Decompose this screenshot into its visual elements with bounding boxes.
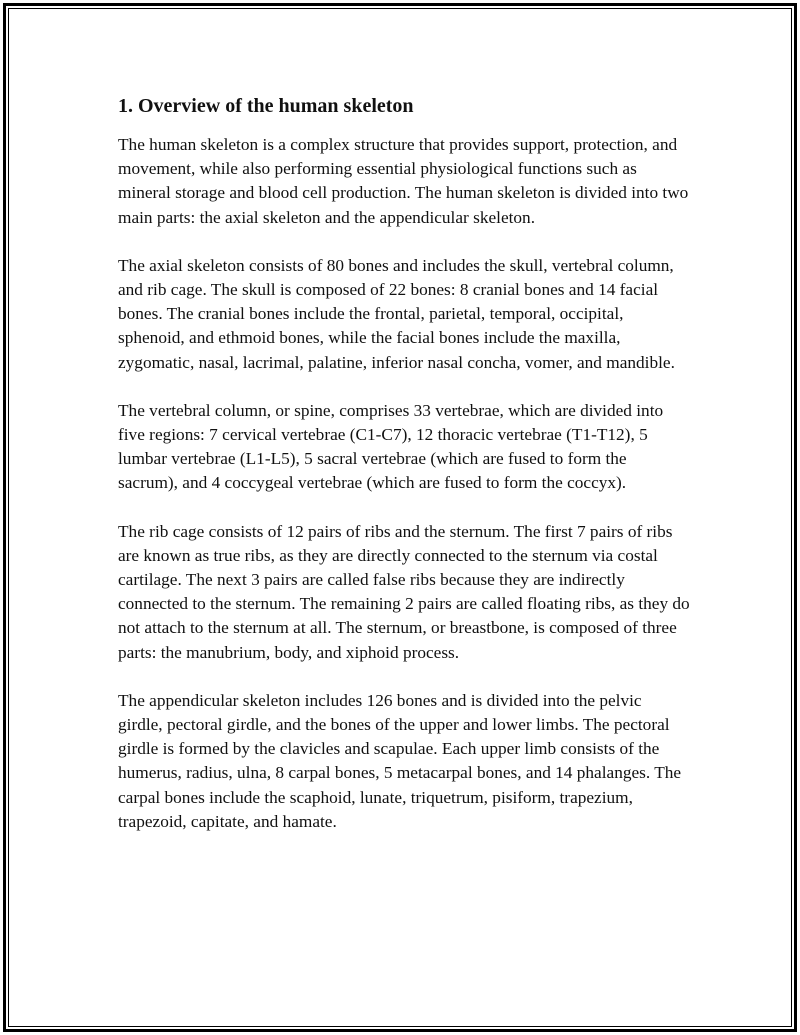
paragraph-rib-cage: The rib cage consists of 12 pairs of ribs and the sternum. The first 7 pairs of ribs are known as true ribs, as they are directly connected to the sternum via costal cartilage. The next 3 pairs are called false ribs because they are indirectly connected to the sternum. The remaining 2 pairs are called floating ribs, as they do not attach to the sternum at all. The sternum, or breastbone, is composed of three parts: the manubrium, body, and xiphoid process. (118, 521, 690, 662)
document-body (118, 93, 690, 834)
paragraph-overview: The human skeleton is a complex structure that provides support, protection, and movement, while also performing essential physiological functions such as mineral storage and blood cell production. The human skeleton is divided into two main parts: the axial skeleton and the appendicular skeleton. (118, 135, 689, 227)
paragraph-vertebral-column: The vertebral column, or spine, comprises 33 vertebrae, which are divided into five regions: 7 cervical vertebrae (C1-C7), 12 thoracic vertebrae (T1-T12), 5 lumbar vertebrae (L1-L5), 5 sacral vertebrae (which are fused to form the sacrum), and 4 coccygeal vertebrae (which are fused to form the coccyx). (118, 400, 664, 493)
section-heading: 1. Overview of the human skeleton (118, 95, 414, 117)
paragraph-axial-skeleton: The axial skeleton consists of 80 bones and includes the skull, vertebral column, and rib cage. The skull is composed of 22 bones: 8 cranial bones and 14 facial bones. The cranial bones include the frontal, parietal, temporal, occipital, sphenoid, and ethmoid bones, while the facial bones include the maxilla, zygomatic, nasal, lacrimal, palatine, inferior nasal concha, vomer, and mandible. (118, 255, 675, 372)
paragraph-appendicular-skeleton: The appendicular skeleton includes 126 bones and is divided into the pelvic girdle, pectoral girdle, and the bones of the upper and lower limbs. The pectoral girdle is formed by the clavicles and scapulae. Each upper limb consists of the humerus, radius, ulna, 8 carpal bones, 5 metacarpal bones, and 14 phalanges. The carpal bones include the scaphoid, lunate, triquetrum, pisiform, trapezium, trapezoid, capitate, and hamate. (118, 690, 682, 831)
